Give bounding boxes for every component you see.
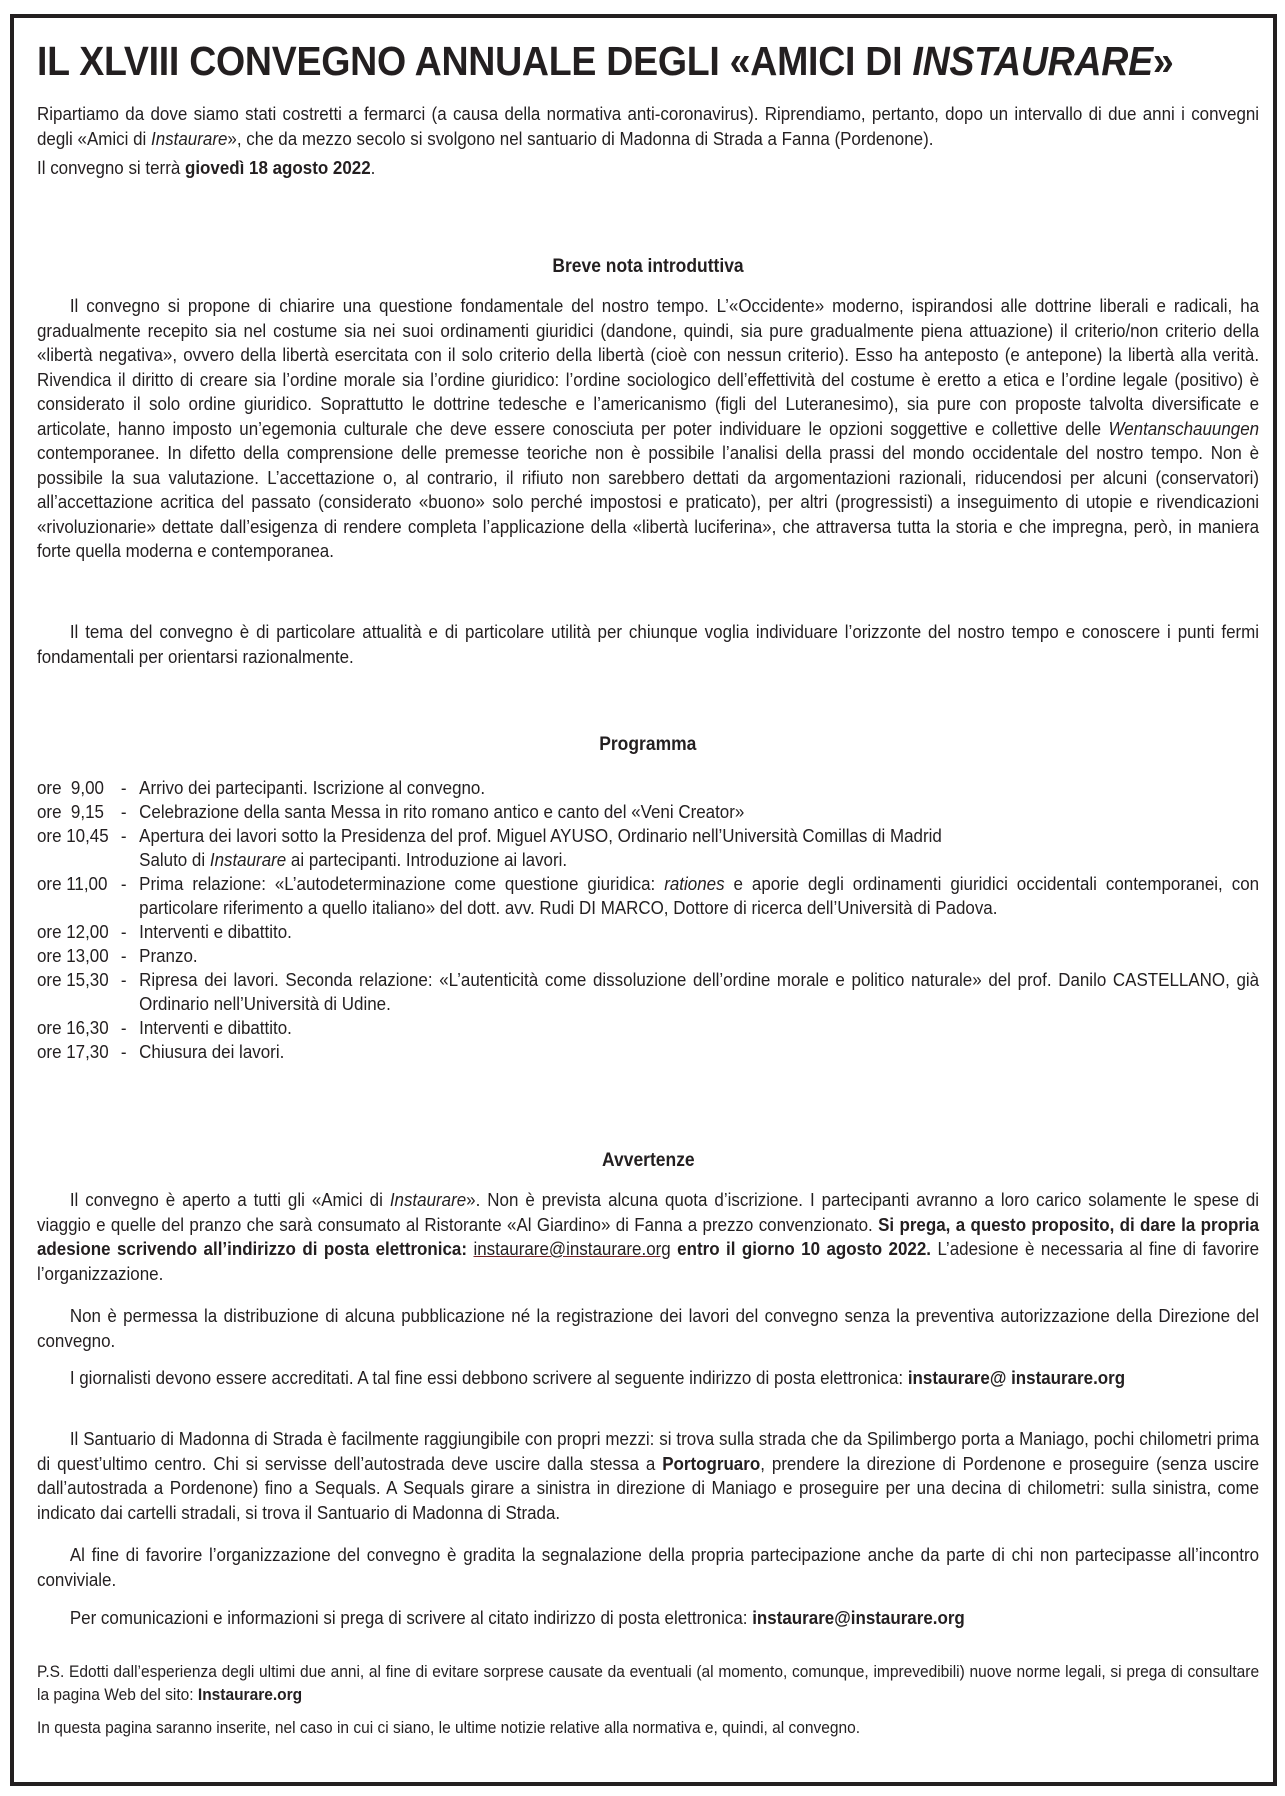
item-desc-b: e aporie degli ordinamenti giuridici occidentali contemporanei, con particolare riferimento a quello italiano» del dott. avv. Rudi DI MARCO, Dottore di ricerca dell’Università di Padova. [139,873,1260,918]
avv-text: Il Santuario di Madonna di Strada è facilmente raggiungibile con propri mezzi: si trova sulla strada che da Spilimbergo porta a Maniago, pochi chilometri prima di quest’ultimo centro. Chi si servisse dell’autostrada deve uscire dalla stessa a [37,1428,1260,1474]
item-time: ore 10,45 [37,825,109,846]
programma-item [37,968,1259,1016]
avv-italic: Instaurare [389,1189,467,1210]
item-desc-line2-b: ai partecipanti. Introduzione ai lavori. [286,849,568,870]
deadline: entro il giorno 10 agosto 2022. [677,1238,931,1259]
event-date: giovedì 18 agosto 2022 [184,157,371,178]
programma-item [37,824,1259,872]
nota-text-2: contemporanee. In difetto della comprensione delle premesse teoriche non è possibile l’analisi della prassi del mondo occidentale del nostro tempo. Non è possibile la sua valutazione. L’accettazione o, al contrario, il rifiuto non sarebbero dettati da argomentazioni razionali, riducendosi per alcuni (conservatori) all’accettazione acritica del passato (considerato «buono» solo perché impostosi e praticato), per altri (progressisti) a inseguimento di utopie e rivendicazioni «rivoluzionarie» dettate dall’esigenza di rendere completa l’applicazione della «libertà luciferina», che attraversa tutta la storia e che impregna, però, in maniera forte quella moderna e contemporanea. [37,442,1260,561]
avv-text-3: L’adesione è necessaria al fine di favorire l’organizzazione. [37,1238,1260,1284]
nota-paragraph-2: Il tema del convegno è di particolare attualità e di particolare utilità per chiunque voglia individuare l’orizzonte del nostro tempo e conoscere i punti fermi fondamentali per orientarsi razionalmente. [37,621,1260,667]
item-dash: - [120,945,127,966]
ps-text: P.S. Edotti dall’esperienza degli ultimi due anni, al fine di evitare sorprese causate da eventuali (al momento, comunque, imprevedibili) nuove norme legali, si prega di consultare la pagina Web del sito: [37,1662,1260,1704]
item-italic: rationes [664,873,725,894]
avvertenze-paragraph-1 [37,1188,1259,1286]
heading-text: Programma [599,734,697,755]
item-time: ore 15,30 [37,969,109,990]
press-email: instaurare@ instaurare.org [907,1367,1126,1388]
section-heading-avvertenze [37,1150,1259,1172]
avv-text-2: , prendere la direzione di Pordenone e proseguire (senza uscire dall’autostrada a Pordenone) fino a Sequals. A Sequals girare a sinistra in direzione di Maniago e proseguire per una decina di chilometri: sulla sinistra, come indicato dai cartelli stradali, si trova il Santuario di Madonna di Strada. [37,1452,1260,1523]
intro-paragraph [37,102,1259,151]
date-paragraph [37,156,1259,181]
website: Instaurare.org [197,1685,303,1704]
item-desc: Ripresa dei lavori. Seconda relazione: «L’autenticità come dissoluzione dell’ordine morale e politico naturale» del prof. Danilo CASTELLANO, già Ordinario nell’Università di Udine. [139,969,1260,1014]
programma-item [37,1040,1259,1064]
item-desc-a: Prima relazione: «L’autodeterminazione come questione giuridica: [139,873,665,894]
programma-item [37,920,1259,944]
nota-text: Il convegno si propone di chiarire una questione fondamentale del nostro tempo. L’«Occidente» moderno, ispirandosi alle dottrine liberali e radicali, ha gradualmente recepito sia nel costume sia nei suoi ordinamenti giuridici (dandone, quindi, sia pure gradualmente piena attuazione) il criterio/non criterio della «libertà negativa», ovvero della libertà esercitata con il solo criterio della libertà (cioè con nessun criterio). Esso ha anteposto (e antepone) la libertà alla verità. Rivendica il diritto di creare sia l’ordine morale sia l’ordine giuridico: l’ordine sociologico dell’effettività del costume è eretto a etica e l’ordine legale (positivo) è considerato il solo ordine giuridico. Soprattutto le dottrine tedesche e l’americanismo (figli del Luteranesimo), sia pure con proposte talvolta diversificate e articolate, hanno imposto un’egemonia culturale che deve essere conosciuta per poter individuare le opzioni soggettive e collettive delle [37,295,1260,439]
item-desc: Celebrazione della santa Messa in rito romano antico e canto del «Veni Creator» [139,801,745,822]
date-suffix: . [370,157,376,178]
item-desc-line1: Apertura dei lavori sotto la Presidenza del prof. Miguel AYUSO, Ordinario nell’Università Comillas di Madrid [139,825,942,846]
item-dash: - [120,873,127,894]
item-desc: Arrivo dei partecipanti. Iscrizione al convegno. [139,777,486,798]
ps-paragraph-1 [37,1660,1259,1706]
item-time: ore 11,00 [37,873,108,894]
item-time: ore 17,30 [37,1041,109,1062]
document-frame [10,14,1277,1786]
item-dash: - [120,1041,127,1062]
item-desc: Chiusura dei lavori. [139,1041,285,1062]
date-text: Il convegno si terrà [37,157,185,178]
email-link[interactable]: instaurare@instaurare.org [473,1238,671,1259]
programma-item [37,872,1259,920]
ps-paragraph-2: In questa pagina saranno inserite, nel caso in cui ci siano, le ultime notizie relative alla normativa e, quindi, al convegno. [37,1718,861,1737]
title-suffix: » [1152,38,1174,84]
item-dash: - [120,825,127,846]
section-heading-nota [37,256,1259,278]
avv-text-2: ». Non è prevista alcuna quota d’iscrizione. I partecipanti avranno a loro carico solamente le spese di viaggio e quelle del pranzo che sarà consumato al Ristorante «Al Giardino» di Fanna a prezzo convenzionato. [37,1189,1260,1235]
heading-text: Avvertenze [601,1150,695,1171]
item-desc [139,824,1259,872]
item-dash: - [120,777,127,798]
page-title [37,38,1173,85]
item-time: ore 13,00 [37,945,109,966]
heading-text: Breve nota introduttiva [552,256,744,277]
item-dash: - [120,969,127,990]
avvertenze-paragraph-3 [37,1366,1259,1391]
avvertenze-paragraph-4 [37,1427,1259,1525]
programma-list [37,776,1259,1064]
avv-text: I giornalisti devono essere accreditati. A tal fine essi debbono scrivere al seguente indirizzo di posta elettronica: [69,1367,908,1388]
avv-text: Per comunicazioni e informazioni si prega di scrivere al citato indirizzo di posta elettronica: [69,1607,753,1628]
avv-bold: Si prega, a questo proposito, di dare la propria adesione scrivendo all’indirizzo di posta elettronica: [37,1213,1260,1259]
title-italic: INSTAURARE [912,38,1153,84]
contact-email: instaurare@instaurare.org [752,1607,965,1628]
intro-italic: Instaurare [151,127,228,149]
portogruaro: Portogruaro [662,1452,761,1474]
item-dash: - [120,1017,127,1038]
item-time: ore 16,30 [37,1017,109,1038]
item-desc: Interventi e dibattito. [139,1017,292,1038]
avvertenze-paragraph-2: Non è permessa la distribuzione di alcuna pubblicazione né la registrazione dei lavori del convegno senza la preventiva autorizzazione della Direzione del convegno. [37,1305,1260,1351]
item-time: ore 9,15 [37,801,104,822]
item-desc: Interventi e dibattito. [139,921,292,942]
intro-text-2: », che da mezzo secolo si svolgono nel santuario di Madonna di Strada a Fanna (Pordenone). [227,127,934,149]
item-desc: Pranzo. [139,945,198,966]
item-dash: - [120,801,127,822]
nota-italic: Wentanschauungen [1108,417,1260,439]
title-text: IL XLVIII CONVEGNO ANNUALE DEGLI «AMICI DI [37,38,913,84]
programma-item [37,776,1259,800]
nota-paragraph-1 [37,294,1259,564]
programma-item [37,1016,1259,1040]
avvertenze-paragraph-5: Al fine di favorire l’organizzazione del convegno è gradita la segnalazione della propria partecipazione anche da parte di chi non partecipasse all’incontro conviviale. [37,1544,1260,1590]
item-desc-line2: Saluto di [139,849,210,870]
intro-text: Ripartiamo da dove siamo stati costretti a fermarci (a causa della normativa anti-coronavirus). Riprendiamo, pertanto, dopo un intervallo di due anni i convegni degli «Amici di [37,103,1260,149]
item-time: ore 9,00 [37,777,104,798]
item-desc [139,872,1259,920]
item-time: ore 12,00 [37,921,109,942]
avvertenze-paragraph-6 [37,1606,1259,1631]
section-heading-programma [37,734,1259,756]
programma-item [37,944,1259,968]
item-dash: - [120,921,127,942]
programma-item [37,800,1259,824]
avv-text: Il convegno è aperto a tutti gli «Amici di [69,1189,390,1210]
item-italic: Instaurare [209,849,287,870]
